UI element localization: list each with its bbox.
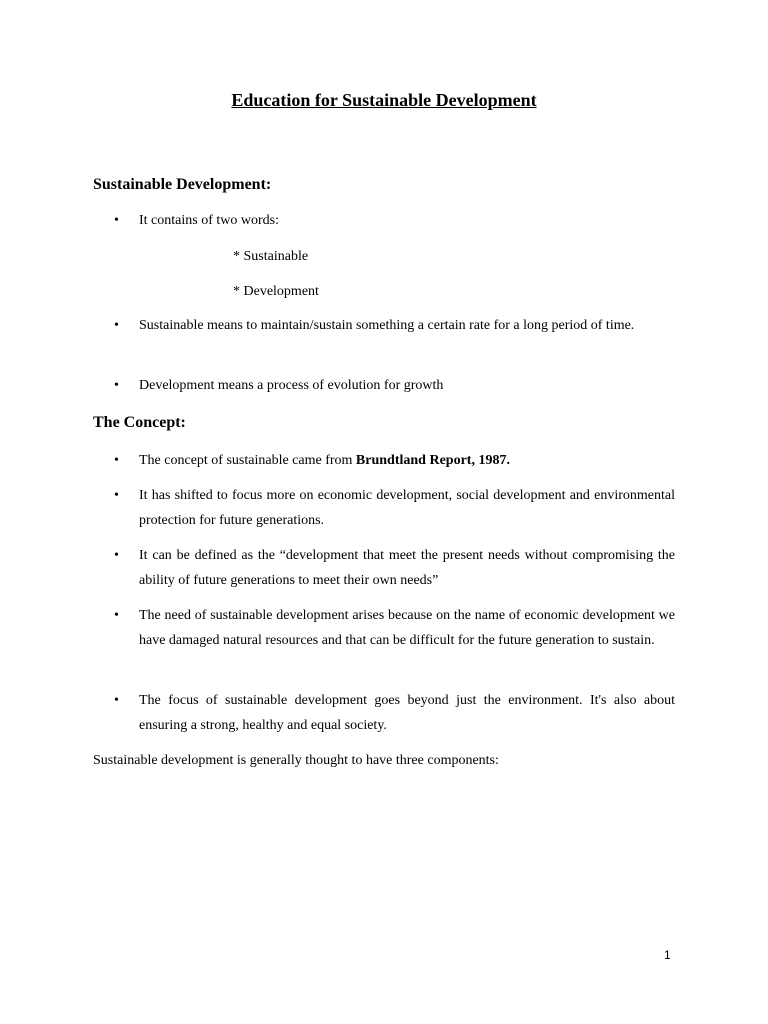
sub-item-development: * Development	[233, 284, 319, 299]
list-item-text: The focus of sustainable development goes beyond just the environment. It's also about ensuring a strong, healthy and equal society.	[139, 693, 675, 733]
bullet-symbol: •	[114, 608, 119, 623]
sub-item-sustainable: * Sustainable	[233, 249, 309, 264]
bullet-symbol: •	[114, 213, 119, 228]
list-item-text-prefix: The concept of sustainable came from	[139, 453, 356, 468]
closing-paragraph: Sustainable development is generally thought to have three components:	[93, 753, 499, 768]
list-item	[114, 448, 675, 473]
list-item	[114, 313, 675, 338]
bullet-symbol: •	[114, 548, 119, 563]
list-item-text: Sustainable means to maintain/sustain something a certain rate for a long period of time.	[139, 318, 635, 333]
section-heading-sustainable-development: Sustainable Development:	[93, 176, 272, 193]
list-item	[114, 373, 675, 398]
list-item	[114, 483, 675, 533]
document-title: Education for Sustainable Development	[231, 90, 537, 110]
list-item	[114, 688, 675, 738]
list-item	[114, 208, 675, 233]
list-item-text: The need of sustainable development arises because on the name of economic development we have damaged natural resources and that can be difficult for the future generation to sustain.	[139, 608, 675, 648]
list-item-text	[139, 448, 675, 473]
brundtland-report-reference: Brundtland Report, 1987.	[355, 453, 510, 468]
list-item-text: It contains of two words:	[139, 213, 279, 228]
bullet-symbol: •	[114, 488, 119, 503]
page-number: 1	[664, 948, 671, 962]
bullet-symbol: •	[114, 318, 119, 333]
list-item	[114, 603, 675, 653]
list-item-text: Development means a process of evolution for growth	[139, 378, 444, 393]
bullet-symbol: •	[114, 693, 119, 708]
list-item-text: It has shifted to focus more on economic development, social development and environmental protection for future generations.	[139, 488, 675, 528]
section-heading-the-concept: The Concept:	[93, 414, 186, 431]
list-item	[114, 543, 675, 593]
bullet-symbol: •	[114, 453, 119, 468]
bullet-symbol: •	[114, 378, 119, 393]
list-item-text: It can be defined as the “development that meet the present needs without compromising the ability of future generations to meet their own needs”	[139, 548, 675, 588]
